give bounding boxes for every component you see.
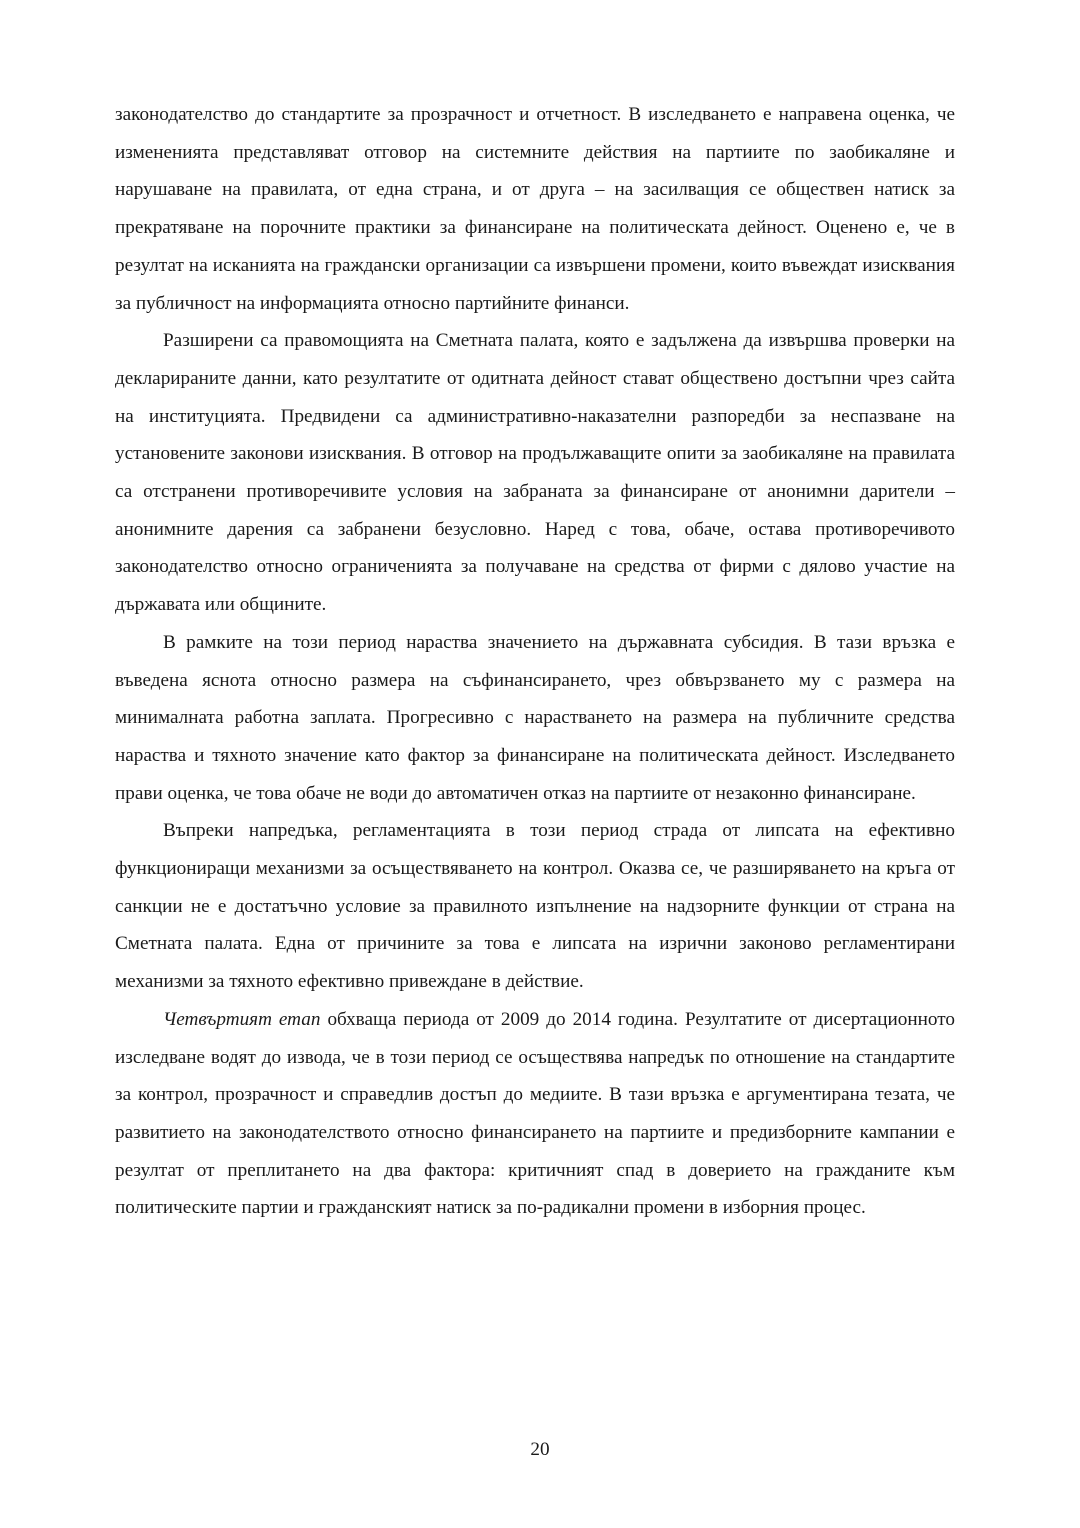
- document-body: [115, 96, 955, 1227]
- paragraph-fourth-stage: [115, 1001, 955, 1227]
- fourth-stage-lead: Четвъртият етап: [163, 1008, 321, 1030]
- page-number: 20: [530, 1439, 550, 1460]
- paragraph-audit-office: Разширени са правомощията на Сметната палата, която е задължена да извършва проверки на декларираните данни, като резултатите от одитната дейност стават обществено достъпни чрез сайта на институцията. Предвидени са административно-наказателни разпоредби за неспазване на установените законови изисквания. В отговор на продължаващите опити за заобикаляне на правилата са отстранени противоречивите условия на забраната за финансиране от анонимни дарители – анонимните дарения са забранени безусловно. Наред с това, обаче, остава противоречивото законодателство относно ограниченията за получаване на средства от фирми с дялово участие на държавата или общините.: [115, 330, 955, 616]
- paragraph-continuation: законодателство до стандартите за прозрачност и отчетност. В изследването е направена оценка, че измененията представляват отговор на системните действия на партиите по заобикаляне и нарушаване на правилата, от една страна, и от друга – на засилващия се обществен натиск за прекратяване на порочните практики за финансиране на политическата дейност. Оценено е, че в резултат на исканията на граждански организации са извършени промени, които въвеждат изисквания за публичност на информацията относно партийните финанси.: [115, 104, 955, 314]
- paragraph-state-subsidy: В рамките на този период нараства значението на държавната субсидия. В тази връзка е въведена яснота относно размера на съфинансирането, чрез обвързването му с размера на минималната работна заплата. Прогресивно с нарастването на размера на публичните средства нараства и тяхното значение като фактор за финансиране на политическата дейност. Изследването прави оценка, че това обаче не води до автоматичен отказ на партиите от незаконно финансиране.: [115, 631, 955, 804]
- fourth-stage-text: обхваща периода от 2009 до 2014 година. Резултатите от дисертационното изследване водят до извода, че в този период се осъществява напредък по отношение на стандартите за контрол, прозрачност и справедлив достъп до медиите. В тази връзка е аргументирана тезата, че развитието на законодателството относно финансирането на партиите и предизборните кампании е резултат от преплитането на два фактора: критичният спад в доверието на гражданите към политическите партии и гражданският натиск за по-радикални промени в изборния процес.: [115, 1008, 955, 1219]
- paragraph-control-mechanisms: Въпреки напредъка, регламентацията в този период страда от липсата на ефективно функциониращи механизми за осъществяването на контрол. Оказва се, че разширяването на кръга от санкции не е достатъчно условие за правилното изпълнение на надзорните функции от страна на Сметната палата. Една от причините за това е липсата на изрични законово регламентирани механизми за тяхното ефективно привеждане в действие.: [115, 820, 955, 993]
